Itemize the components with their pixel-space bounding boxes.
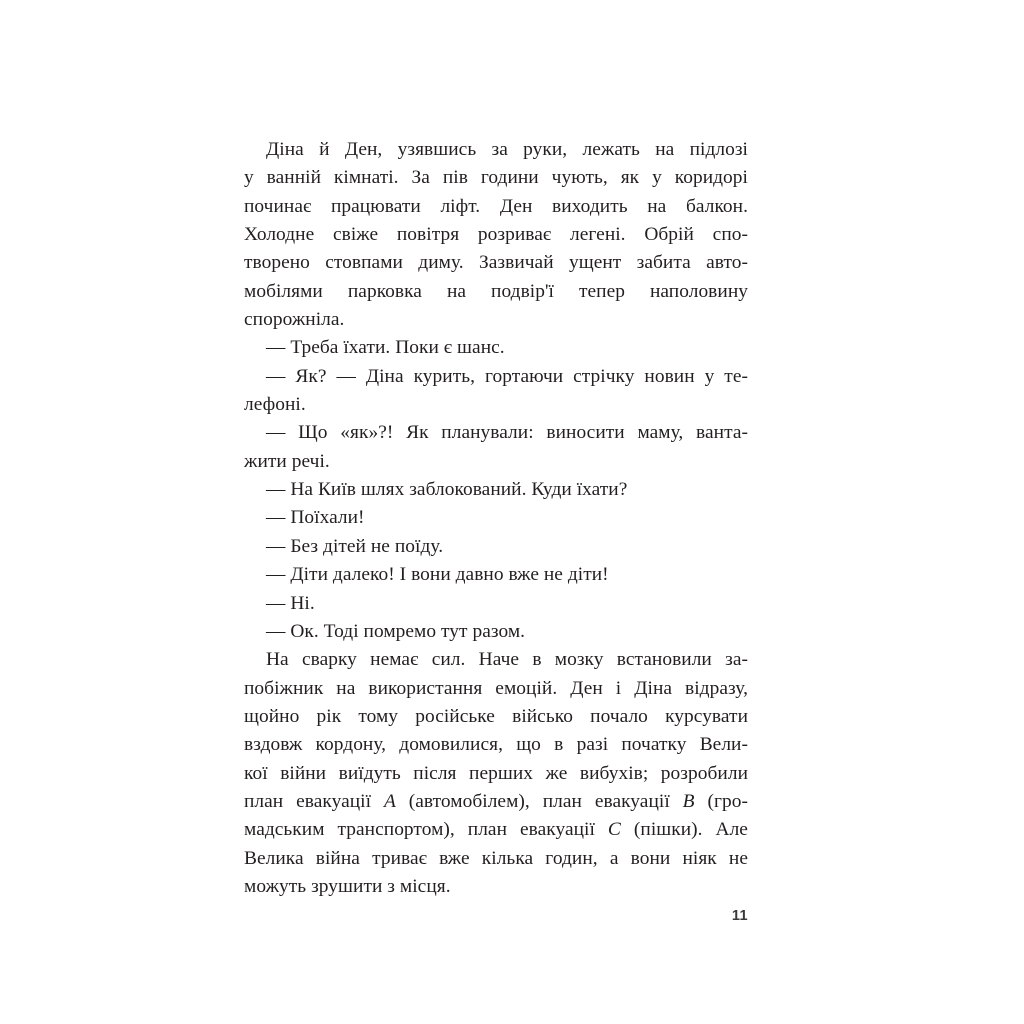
dialogue-line: — Діти далеко! І вони давно вже не діти! — [266, 564, 609, 586]
text-line: Велика війна триває вже кілька годин, а вони ніяк не — [244, 847, 748, 869]
text-line: починає працювати ліфт. Ден виходить на балкон. — [244, 195, 748, 217]
paragraph-dialogue-3 — [244, 419, 748, 476]
paragraph-dialogue-7 — [244, 561, 748, 589]
text-line: можуть зрушити з місця. — [244, 875, 451, 897]
text-line: вздовж кордону, домовилися, що в разі початку Вели- — [244, 734, 748, 756]
paragraph-dialogue-6 — [244, 533, 748, 561]
paragraph-dialogue-1 — [244, 334, 748, 362]
paragraph-narrative-1 — [244, 136, 748, 334]
dialogue-line: — Як? — Діна курить, гортаючи стрічку новин у те- — [266, 365, 748, 387]
dialogue-line: — Треба їхати. Поки є шанс. — [266, 337, 505, 359]
dialogue-line: — Без дітей не поїду. — [266, 535, 444, 557]
text-line: побіжник на використання емоцій. Ден і Діна відразу, — [244, 677, 748, 699]
text-line-plan-ab: план евакуації A (автомобілем), план евакуації B (гро- — [244, 790, 748, 812]
plan-letter: C — [607, 819, 621, 841]
dialogue-line: — Поїхали! — [266, 507, 365, 529]
text-line: творено стовпами диму. Зазвичай ущент забита авто- — [244, 252, 748, 274]
paragraph-dialogue-9 — [244, 618, 748, 646]
paragraph-dialogue-8 — [244, 590, 748, 618]
paragraph-dialogue-2 — [244, 363, 748, 420]
text-line: спорожніла. — [244, 309, 345, 331]
text-line: Холодне свіже повітря розриває легені. Обрій спо- — [244, 224, 748, 246]
dialogue-line: — Ні. — [266, 592, 315, 614]
text-line: кої війни виїдуть після перших же вибухів; розробили — [244, 762, 748, 784]
plan-letter: A — [383, 790, 396, 812]
text-line: Діна й Ден, узявшись за руки, лежать на підлозі — [266, 139, 748, 160]
text-line: На сварку немає сил. Наче в мозку встановили за- — [266, 649, 748, 671]
paragraph-dialogue-5 — [244, 504, 748, 532]
dialogue-line: — Що «як»?! Як планували: виносити маму, ванта- — [266, 422, 748, 444]
paragraph-dialogue-4 — [244, 476, 748, 504]
text-line: щойно рік тому російське військо почало курсувати — [244, 705, 748, 727]
text-line: у ванній кімнаті. За пів години чують, як у коридорі — [244, 167, 748, 189]
dialogue-line: — На Київ шлях заблокований. Куди їхати? — [266, 479, 628, 501]
body-text-column — [244, 136, 748, 901]
text-line: мобілями парковка на подвір'ї тепер наполовину — [244, 280, 748, 302]
text-line: лефоні. — [244, 394, 306, 416]
text-line: жити речі. — [244, 450, 330, 472]
plan-letter: B — [682, 790, 695, 812]
dialogue-line: — Ок. Тоді помремо тут разом. — [266, 620, 526, 642]
page-number: 11 — [731, 908, 748, 924]
paragraph-narrative-2 — [244, 646, 748, 901]
text-line-plan-c: мадським транспортом), план евакуації C (пішки). Але — [244, 819, 748, 841]
